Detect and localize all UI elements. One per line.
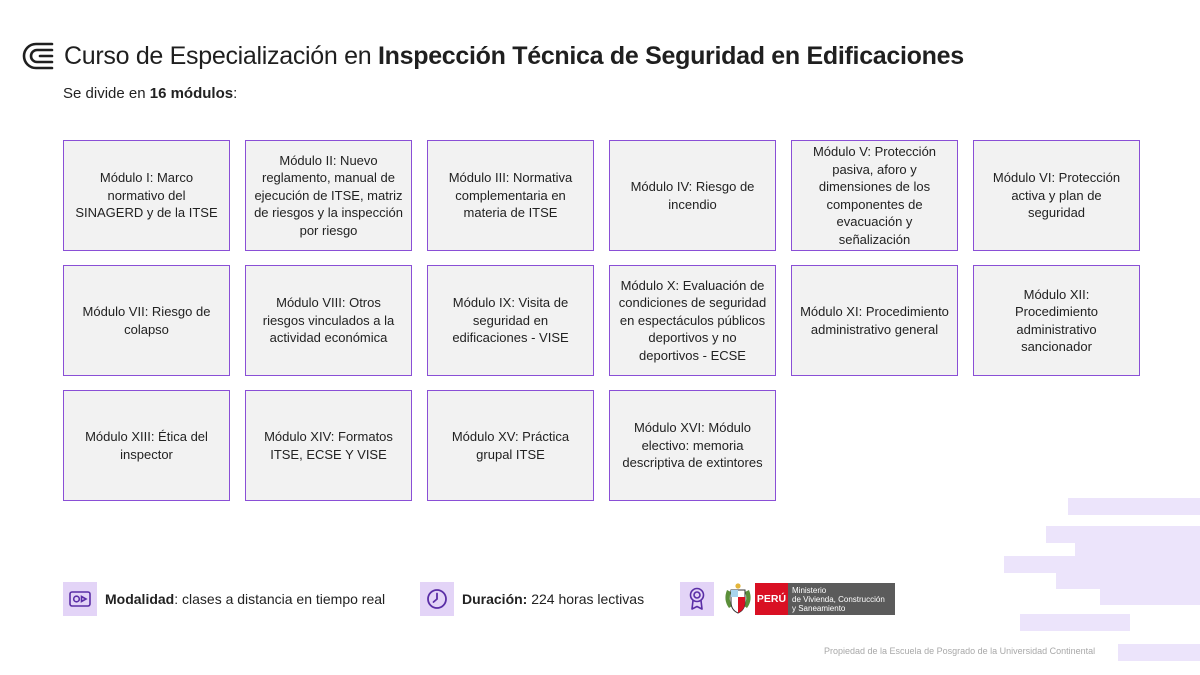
- module-card: Módulo XII: Procedimiento administrativo sancionador: [973, 265, 1140, 376]
- duracion-text: Duración: 224 horas lectivas: [462, 591, 645, 607]
- peru-label: PERÚ: [755, 583, 788, 615]
- module-card: Módulo III: Normativa complementaria en materia de ITSE: [427, 140, 594, 251]
- module-card: Módulo XIII: Ética del inspector: [63, 390, 230, 501]
- module-card: Módulo XV: Práctica grupal ITSE: [427, 390, 594, 501]
- decorative-bar: [1118, 644, 1200, 661]
- peru-coat-of-arms-icon: [723, 582, 753, 616]
- continental-logo-icon: [22, 40, 60, 72]
- module-card: Módulo XI: Procedimiento administrativo general: [791, 265, 958, 376]
- module-card: Módulo X: Evaluación de condiciones de seguridad en espectáculos públicos deportivos y no deportivos - ECSE: [609, 265, 776, 376]
- module-card: Módulo IX: Visita de seguridad en edificaciones - VISE: [427, 265, 594, 376]
- credit-text: Propiedad de la Escuela de Posgrado de la Universidad Continental: [824, 646, 1096, 656]
- modules-grid: [63, 140, 1140, 501]
- module-card: Módulo V: Protección pasiva, aforo y dimensiones de los componentes de evacuación y señalización: [791, 140, 958, 251]
- decorative-bar: [1004, 556, 1200, 573]
- clock-icon: [420, 582, 454, 616]
- decorative-bar: [1100, 588, 1200, 605]
- module-card: Módulo II: Nuevo reglamento, manual de ejecución de ITSE, matriz de riesgos y la inspección por riesgo: [245, 140, 412, 251]
- modalidad-text: Modalidad: clases a distancia en tiempo real: [105, 591, 386, 607]
- decorative-bar: [1020, 614, 1130, 631]
- module-card: Módulo VI: Protección activa y plan de seguridad: [973, 140, 1140, 251]
- module-card: Módulo XIV: Formatos ITSE, ECSE Y VISE: [245, 390, 412, 501]
- module-card: Módulo XVI: Módulo electivo: memoria descriptiva de extintores: [609, 390, 776, 501]
- footer: [0, 582, 1200, 616]
- page-title: Curso de Especialización en Inspección Técnica de Seguridad en Edificaciones: [64, 41, 964, 70]
- module-card: Módulo IV: Riesgo de incendio: [609, 140, 776, 251]
- decorative-bar: [1068, 498, 1200, 515]
- decorative-bar: [1056, 572, 1200, 589]
- module-card: Módulo VIII: Otros riesgos vinculados a la actividad económica: [245, 265, 412, 376]
- ministerio-logo: Ministerio de Vivienda, Construcción y Saneamiento: [788, 583, 895, 615]
- certificate-medal-icon: [680, 582, 714, 616]
- header: [22, 38, 964, 74]
- module-card: Módulo VII: Riesgo de colapso: [63, 265, 230, 376]
- video-class-icon: [63, 582, 97, 616]
- page-subtitle: Se divide en 16 módulos:: [63, 85, 238, 102]
- module-card: Módulo I: Marco normativo del SINAGERD y de la ITSE: [63, 140, 230, 251]
